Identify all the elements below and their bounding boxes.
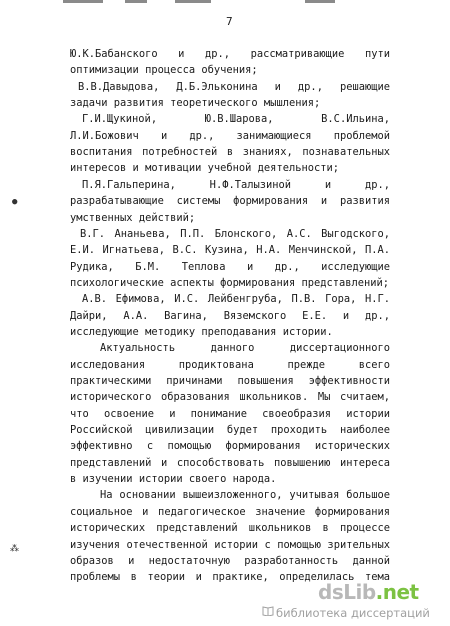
- text-line: эффективно с помощью формирования исторических: [70, 440, 390, 453]
- text-line: Е.И. Игнатьева, В.С. Кузина, Н.А. Менчинской, П.А.: [70, 244, 390, 257]
- text-line: На основании вышеизложенного, учитывая большое: [100, 489, 390, 502]
- text-line: Актуальность данного диссертационного: [100, 342, 390, 355]
- text-line: Российской цивилизации будет проходить наиболее: [70, 424, 390, 437]
- dslib-logo[interactable]: [258, 578, 444, 624]
- text-line: Дайри, А.А. Вагина, Вяземского Е.Е. и др.,: [70, 309, 390, 322]
- text-line: практическими причинами повышения эффективности: [70, 375, 390, 387]
- text-line: психологические аспекты формирования представлений;: [70, 276, 390, 289]
- text-line: в изучении истории своего народа.: [70, 473, 277, 486]
- text-line: социальное и педагогическое значение формирования: [70, 505, 390, 518]
- text-line: образов и недостаточную разработанность данной: [70, 554, 390, 567]
- page-number: 7: [226, 15, 233, 28]
- text-line: В.В.Давыдова, Д.Б.Эльконина и др., решающие: [78, 80, 390, 93]
- text-line: исторических представлений школьников в процессе: [70, 522, 390, 535]
- top-scan-artifact: [55, 0, 355, 4]
- text-line: В.Г. Ананьева, П.П. Блонского, А.С. Выгодского,: [80, 227, 390, 240]
- text-line: исторического образования школьников. Мы считаем,: [70, 391, 390, 404]
- text-line: Рудика, Б.М. Теплова и др., исследующие: [70, 260, 390, 273]
- text-line: исследующие методику преподавания истории.: [70, 325, 333, 338]
- margin-mark: ●: [12, 197, 18, 207]
- text-line: разрабатывающие системы формирования и развития: [70, 195, 390, 208]
- text-line: проблемы в теории и практике, определилась тема: [70, 571, 390, 584]
- text-line: что освоение и понимание своеобразия истории: [70, 407, 390, 420]
- logo-name-part1: dsLib: [318, 580, 376, 604]
- text-line: оптимизации процесса обучения;: [70, 64, 258, 77]
- text-line: задачи развития теоретического мышления;: [70, 97, 321, 110]
- text-line: умственных действий;: [70, 211, 196, 224]
- text-line: Ю.К.Бабанского и др., рассматривающие пути: [70, 48, 390, 60]
- logo-name-part2: .net: [375, 580, 419, 604]
- book-icon: [262, 606, 274, 616]
- text-line: П.Я.Гальперина, Н.Ф.Талызиной и др.,: [82, 178, 390, 191]
- text-line: Г.И.Щукиной, Ю.В.Шарова, В.С.Ильина,: [82, 113, 390, 126]
- text-line: исследования продиктована прежде всего: [70, 358, 390, 371]
- text-line: представлений и способствовать повышению интереса: [70, 456, 390, 469]
- text-line: А.В. Ефимова, И.С. Лейбенгруба, П.В. Гора, Н.Г.: [82, 293, 390, 306]
- logo-tagline: библиотека диссертаций: [276, 606, 430, 620]
- margin-mark: ⁂: [10, 544, 19, 554]
- logo-wordmark: [318, 580, 419, 604]
- text-line: воспитания потребностей в знаниях, познавательных: [70, 146, 390, 159]
- text-line: изучения отечественной истории с помощью зрительных: [70, 538, 390, 551]
- text-line: Л.И.Божович и др., занимающиеся проблемой: [70, 129, 390, 142]
- text-line: интересов и мотивации учебной деятельности;: [70, 162, 339, 175]
